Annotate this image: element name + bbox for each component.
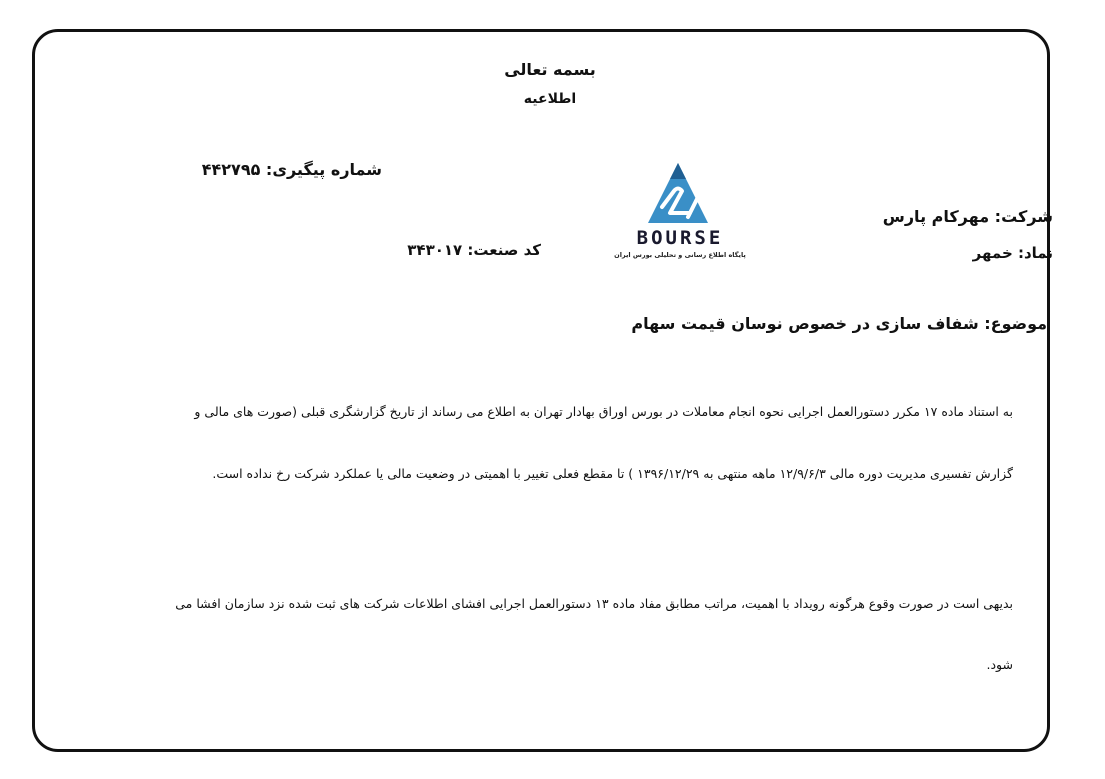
bourse-logo xyxy=(612,157,748,265)
ticker-symbol: نماد: خمهر xyxy=(972,244,1053,262)
body-paragraph-3: بدیهی است در صورت وقوع هرگونه رویداد با اهمیت، مراتب مطابق مفاد ماده ۱۳ دستورالعمل اجرایی افشای اطلاعات شرکت های ثبت شده نزد سازمان افشا می xyxy=(175,596,1013,611)
logo-word: BOURSE xyxy=(636,227,724,249)
tracking-number: شماره پیگیری: ۴۴۲۷۹۵ xyxy=(201,160,382,179)
logo-subtitle: پایگاه اطلاع رسانی و تحلیلی بورس ایران xyxy=(614,251,746,259)
body-paragraph-1: به استناد ماده ۱۷ مکرر دستورالعمل اجرایی نحوه انجام معاملات در بورس اوراق بهادار تهران به اطلاع می رساند از تاریخ گزارشگری قبلی (صورت های مالی و xyxy=(194,404,1013,419)
document-frame xyxy=(32,29,1050,752)
industry-code: کد صنعت: ۳۴۳۰۱۷ xyxy=(407,241,541,259)
salutation: بسمه تعالی xyxy=(504,60,596,79)
company-name: شرکت: مهرکام پارس xyxy=(882,207,1053,226)
logo-triangle-icon xyxy=(612,157,748,229)
body-paragraph-4: شود. xyxy=(986,657,1013,672)
subject-line: موضوع: شفاف سازی در خصوص نوسان قیمت سهام xyxy=(631,314,1047,333)
notice-title: اطلاعیه xyxy=(523,91,577,107)
body-paragraph-2: گزارش تفسیری مدیریت دوره مالی ۱۲/۹/۶/۳ ماهه منتهی به ۱۳۹۶/۱۲/۲۹ ) تا مقطع فعلی تغییر با اهمیتی در وضعیت مالی یا عملکرد شرکت رخ نداده است. xyxy=(212,466,1013,481)
